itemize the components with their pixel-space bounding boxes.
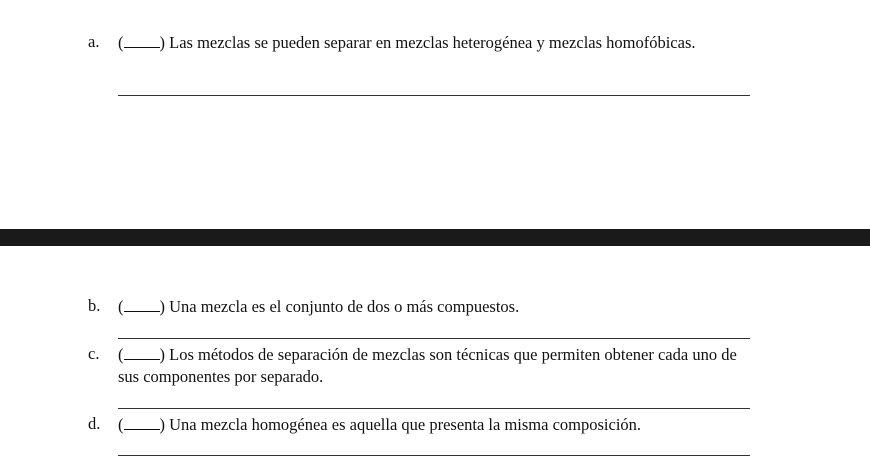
answer-blank[interactable] [124, 344, 160, 360]
statement-text: Las mezclas se pueden separar en mezclas heterogénea y mezclas homofóbicas. [165, 33, 696, 52]
item-statement [118, 296, 758, 318]
answer-blank[interactable] [124, 296, 160, 312]
item-statement [118, 32, 758, 54]
answer-line-a[interactable] [118, 95, 750, 96]
item-letter: b. [88, 296, 101, 315]
answer-line-b[interactable] [118, 338, 750, 339]
statement-text: Una mezcla homogénea es aquella que presenta la misma composición. [165, 415, 642, 434]
item-letter: a. [88, 32, 100, 51]
cropped-heading-fragment [20, 0, 740, 4]
close-paren: ) [159, 415, 165, 434]
item-statement [118, 414, 758, 436]
answer-line-c[interactable] [118, 408, 750, 409]
open-paren: ( [118, 345, 124, 364]
close-paren: ) [159, 33, 165, 52]
divider-bar [0, 229, 870, 246]
answer-blank[interactable] [124, 32, 160, 48]
statement-text: Una mezcla es el conjunto de dos o más compuestos. [165, 297, 520, 316]
open-paren: ( [118, 415, 124, 434]
answer-line-d[interactable] [118, 455, 750, 456]
open-paren: ( [118, 33, 124, 52]
item-statement [118, 344, 758, 388]
item-letter: c. [88, 344, 100, 363]
open-paren: ( [118, 297, 124, 316]
statement-text: Los métodos de separación de mezclas son técnicas que permiten obtener cada uno de sus componentes por separado. [118, 345, 737, 386]
item-letter: d. [88, 414, 101, 433]
close-paren: ) [159, 297, 165, 316]
answer-blank[interactable] [124, 414, 160, 430]
close-paren: ) [159, 345, 165, 364]
